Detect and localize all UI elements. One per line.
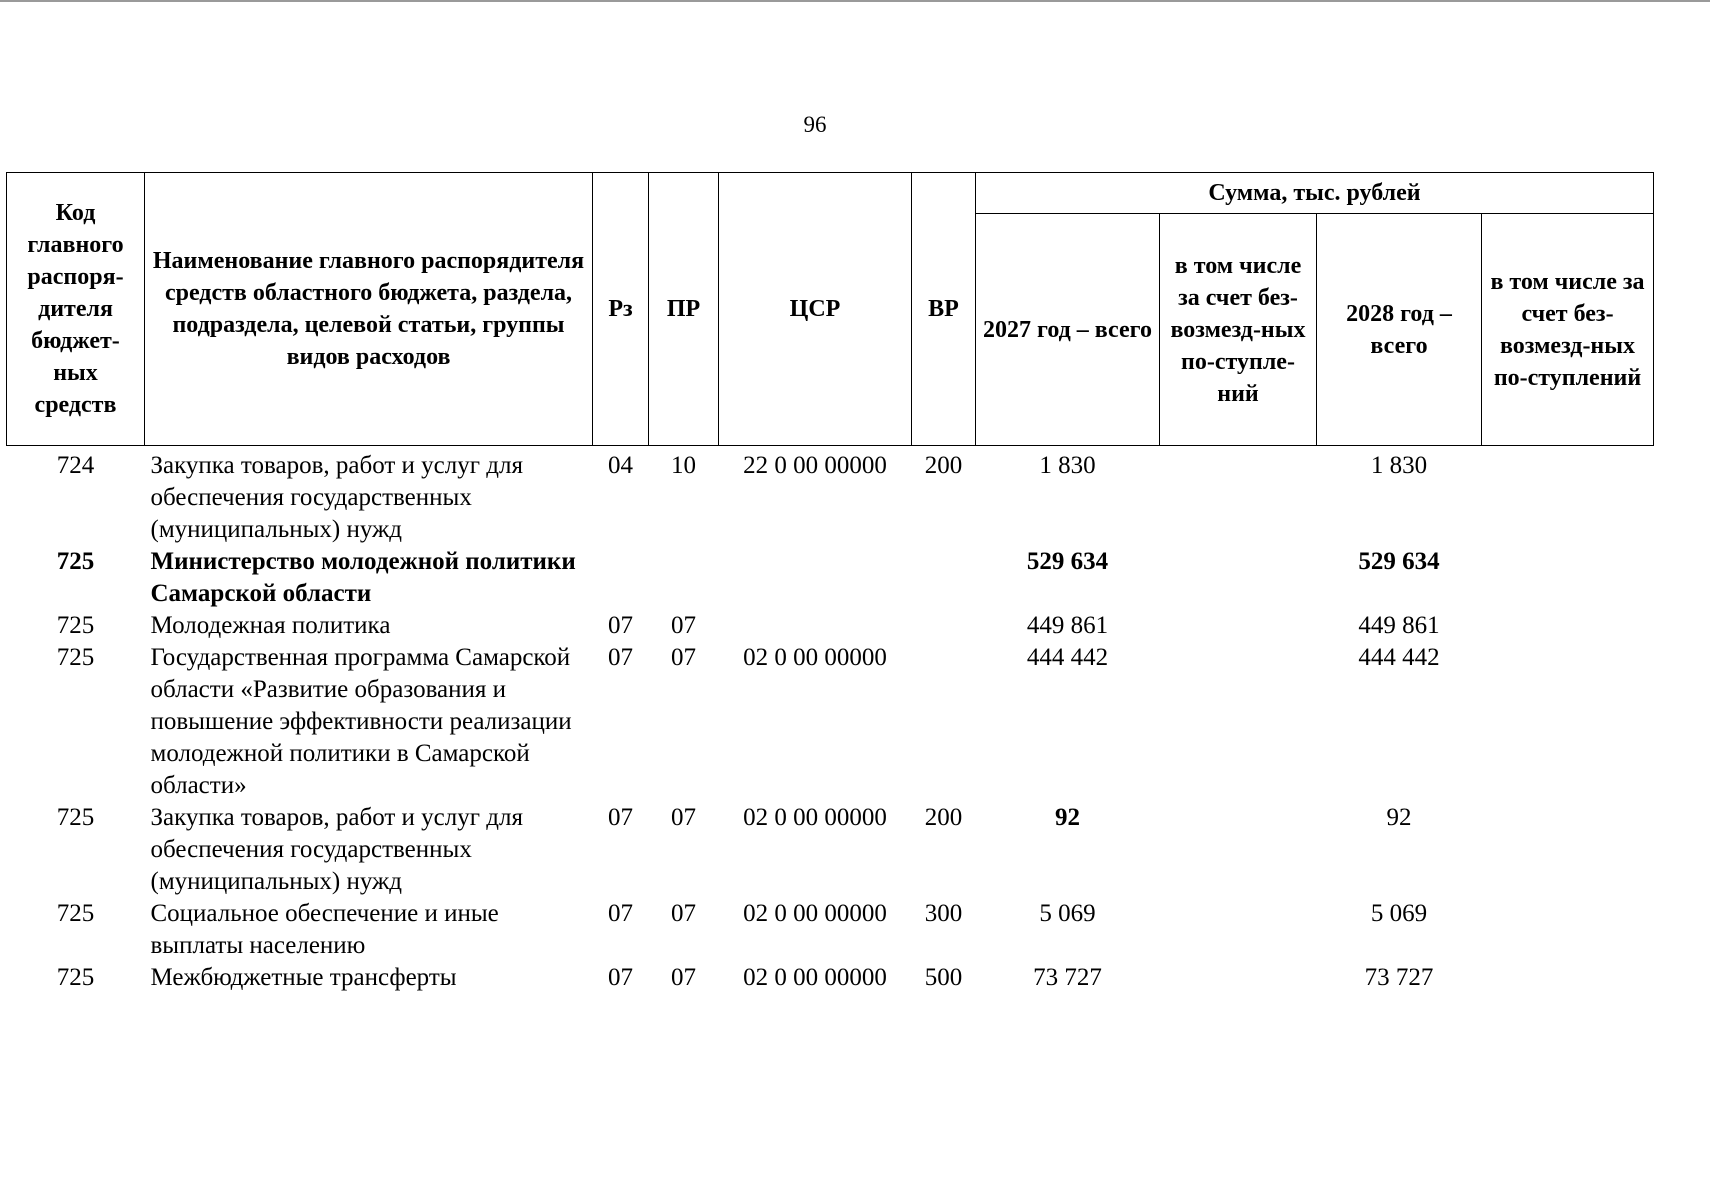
header-2028-grants: в том числе за счет без-возмезд-ных по-ступлений [1482, 214, 1654, 446]
header-name: Наименование главного распорядителя средств областного бюджета, раздела, подраздела, целевой статьи, группы видов расходов [145, 173, 593, 446]
cell-pr: 07 [671, 900, 696, 927]
cell-pr: 10 [671, 452, 696, 479]
cell-code: 725 [56, 804, 95, 831]
cell-csr: 02 0 00 00000 [743, 964, 887, 991]
header-sum: Сумма, тыс. рублей [976, 173, 1654, 214]
cell-vr [912, 546, 976, 610]
header-rz: Рз [593, 173, 649, 446]
header-2028-total: 2028 год – всего [1317, 214, 1482, 446]
cell-rz: 07 [608, 804, 633, 831]
header-pr: ПР [649, 173, 719, 446]
cell-code: 725 [56, 964, 95, 991]
cell-vr: 200 [924, 452, 963, 479]
cell-2028-grants [1482, 898, 1654, 962]
cell-vr [912, 642, 976, 802]
cell-name: Межбюджетные трансферты [150, 964, 457, 991]
table-row [7, 898, 1654, 962]
cell-vr [912, 610, 976, 642]
budget-table [6, 172, 1654, 994]
cell-2027-grants [1160, 546, 1317, 610]
table-row [7, 546, 1654, 610]
cell-csr: 22 0 00 00000 [743, 452, 887, 479]
table-row [7, 962, 1654, 994]
cell-pr: 07 [671, 612, 696, 639]
cell-2028-grants [1482, 446, 1654, 547]
cell-2027-grants [1160, 642, 1317, 802]
cell-name: Молодежная политика [150, 612, 391, 639]
cell-2028-grants [1482, 642, 1654, 802]
cell-2027-grants [1160, 610, 1317, 642]
cell-2027-grants [1160, 446, 1317, 547]
header-code: Код главного распоря-дителя бюджет-ных средств [7, 173, 145, 446]
cell-2028-grants [1482, 610, 1654, 642]
cell-pr: 07 [671, 804, 696, 831]
cell-rz: 07 [608, 964, 633, 991]
cell-2027-total: 92 [1055, 804, 1080, 831]
cell-2028-total: 73 727 [1364, 964, 1434, 991]
cell-pr: 07 [671, 964, 696, 991]
header-2027-total: 2027 год – всего [976, 214, 1160, 446]
cell-pr: 07 [671, 644, 696, 671]
cell-pr [649, 546, 719, 610]
cell-vr: 300 [924, 900, 963, 927]
cell-2027-total: 449 861 [1026, 612, 1109, 639]
cell-2028-total: 449 861 [1358, 612, 1440, 639]
cell-vr: 500 [924, 964, 963, 991]
header-csr: ЦСР [719, 173, 912, 446]
cell-code: 725 [56, 644, 95, 671]
cell-2028-total: 529 634 [1358, 548, 1440, 575]
cell-2028-total: 444 442 [1358, 644, 1440, 671]
cell-2028-total: 92 [1386, 804, 1412, 831]
cell-rz [593, 546, 649, 610]
cell-2027-total: 444 442 [1026, 644, 1109, 671]
cell-csr: 02 0 00 00000 [743, 804, 887, 831]
cell-csr [719, 610, 912, 642]
cell-2027-total: 73 727 [1033, 964, 1102, 991]
cell-2027-grants [1160, 962, 1317, 994]
cell-csr: 02 0 00 00000 [743, 900, 887, 927]
cell-2028-total: 1 830 [1370, 452, 1428, 479]
cell-name: Министерство молодежной политики Самарской области [150, 548, 576, 607]
cell-2027-grants [1160, 898, 1317, 962]
cell-code: 725 [56, 548, 95, 575]
header-vr: ВР [912, 173, 976, 446]
cell-csr: 02 0 00 00000 [743, 644, 887, 671]
table-row [7, 642, 1654, 802]
cell-name: Закупка товаров, работ и услуг для обеспечения государственных (муниципальных) нужд [150, 804, 523, 895]
table-row [7, 802, 1654, 898]
cell-name: Государственная программа Самарской области «Развитие образования и повышение эффективности реализации молодежной политики в Самарской области» [150, 644, 572, 799]
cell-rz: 07 [608, 612, 633, 639]
cell-2028-total: 5 069 [1370, 900, 1428, 927]
cell-rz: 07 [608, 644, 633, 671]
cell-rz: 07 [608, 900, 633, 927]
top-rule [0, 0, 1710, 2]
cell-name: Закупка товаров, работ и услуг для обеспечения государственных (муниципальных) нужд [150, 452, 523, 543]
cell-2028-grants [1482, 802, 1654, 898]
page-number: 96 [803, 112, 827, 137]
cell-2027-grants [1160, 802, 1317, 898]
cell-2027-total: 5 069 [1039, 900, 1096, 927]
cell-code: 725 [56, 900, 95, 927]
cell-name: Социальное обеспечение и иные выплаты населению [150, 900, 499, 959]
cell-csr [719, 546, 912, 610]
cell-code: 724 [56, 452, 95, 479]
cell-2028-grants [1482, 546, 1654, 610]
cell-code: 725 [56, 612, 95, 639]
table-row [7, 610, 1654, 642]
header-2027-grants: в том числе за счет без-возмезд-ных по-ступле-ний [1160, 214, 1317, 446]
cell-2028-grants [1482, 962, 1654, 994]
table-row [7, 446, 1654, 547]
cell-2027-total: 1 830 [1039, 452, 1096, 479]
cell-2027-total: 529 634 [1026, 548, 1109, 575]
cell-vr: 200 [924, 804, 963, 831]
cell-rz: 04 [608, 452, 633, 479]
